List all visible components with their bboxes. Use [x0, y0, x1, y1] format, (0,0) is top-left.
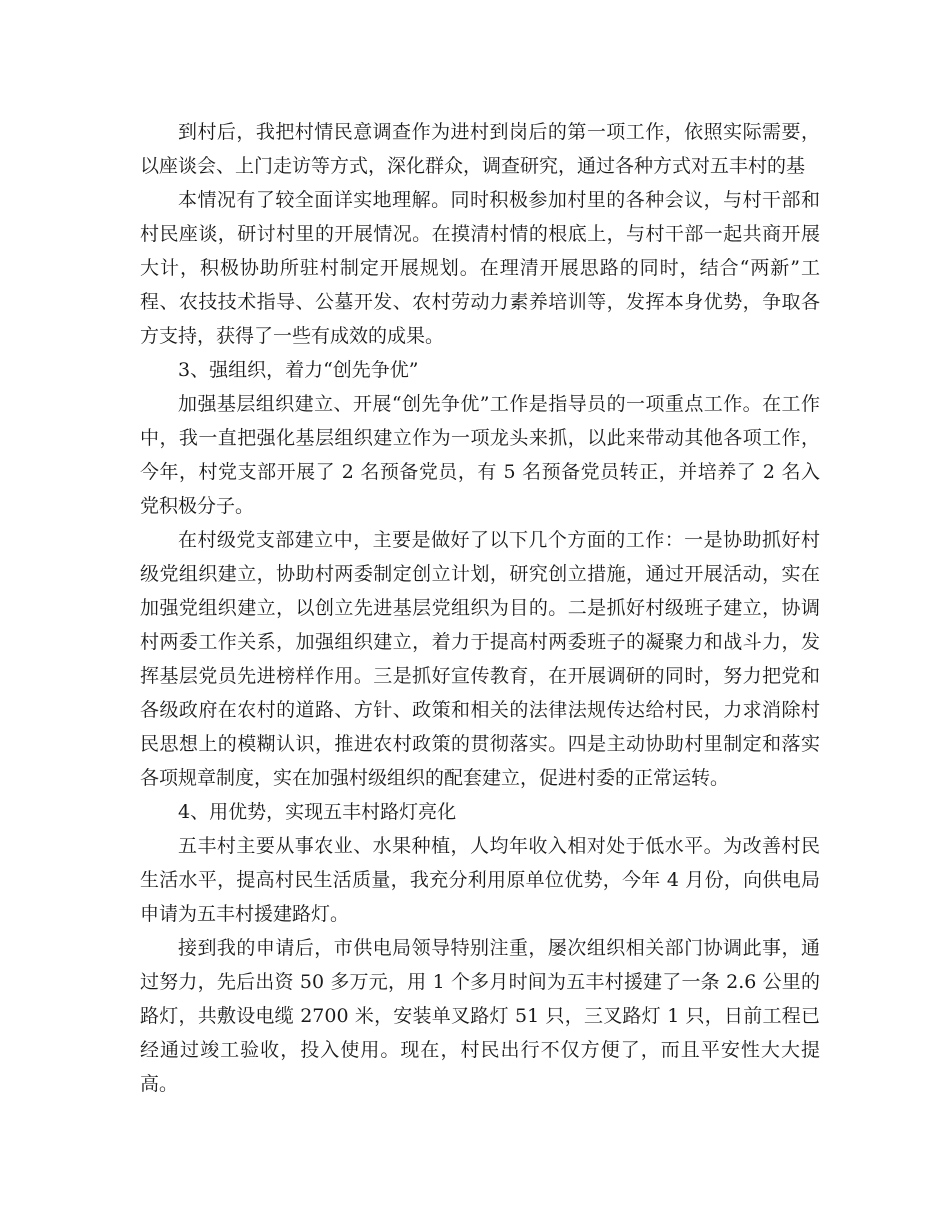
paragraph-village-economy: 五丰村主要从事农业、水果种植，人均年收入相对处于低水平。为改善村民生活水平，提高村民生活质量，我充分利用原单位优势，今年 4 月份，向供电局申请为五丰村援建路灯。: [140, 835, 820, 925]
paragraph-survey-result: 本情况有了较全面详实地理解。同时积极参加村里的各种会议，与村干部和村民座谈，研讨村里的开展情况。在摸清村情的根底上，与村干部一起共商开展大计，积极协助所驻村制定开展规划。在理清开展思路的同时，结合“两新”工程、农技技术指导、公墓开发、农村劳动力素养培训等，发挥本身优势，争取各方支持，获得了一些有成效的成果。: [140, 189, 820, 347]
paragraph-organization: 加强基层组织建立、开展“创先争优”工作是指导员的一项重点工作。在工作中，我一直把强化基层组织建立作为一项龙头来抓，以此来带动其他各项工作，今年，村党支部开展了 2 名预备党员，有 5 名预备党员转正，并培养了 2 名入党积极分子。: [140, 393, 820, 517]
paragraph-party-branch: 在村级党支部建立中，主要是做好了以下几个方面的工作：一是协助抓好村级党组织建立，协助村两委制定创立计划，研究创立措施，通过开展活动，实在加强党组织建立，以创立先进基层党组织为目的。二是抓好村级班子建立，协调村两委工作关系，加强组织建立，着力于提高村两委班子的凝聚力和战斗力，发挥基层党员先进榜样作用。三是抓好宣传教育，在开展调研的同时，努力把党和各级政府在农村的道路、方针、政策和相关的法律法规传达给村民，力求消除村民思想上的模糊认识，推进农村政策的贯彻落实。四是主动协助村里制定和落实各项规章制度，实在加强村级组织的配套建立，促进村委的正常运转。: [140, 529, 820, 789]
document-body: [140, 115, 820, 1101]
section-heading-street-lights: 4、用优势，实现五丰村路灯亮化: [178, 801, 457, 823]
paragraph-street-light-project: 接到我的申请后，市供电局领导特别注重，屡次组织相关部门协调此事，通过努力，先后出资 50 多万元，用 1 个多月时间为五丰村援建了一条 2.6 公里的路灯，共敷设电缆 2700 米，安装单叉路灯 51 只，三叉路灯 1 只，日前工程已经通过竣工验收，投入使用。现在，村民出行不仅方便了，而且平安性大大提高。: [140, 937, 820, 1095]
paragraph-survey-intro: 到村后，我把村情民意调查作为进村到岗后的第一项工作，依照实际需要，以座谈会、上门走访等方式，深化群众，调查研究，通过各种方式对五丰村的基: [140, 121, 820, 177]
section-heading-organization: 3、强组织，着力“创先争优”: [178, 359, 419, 381]
